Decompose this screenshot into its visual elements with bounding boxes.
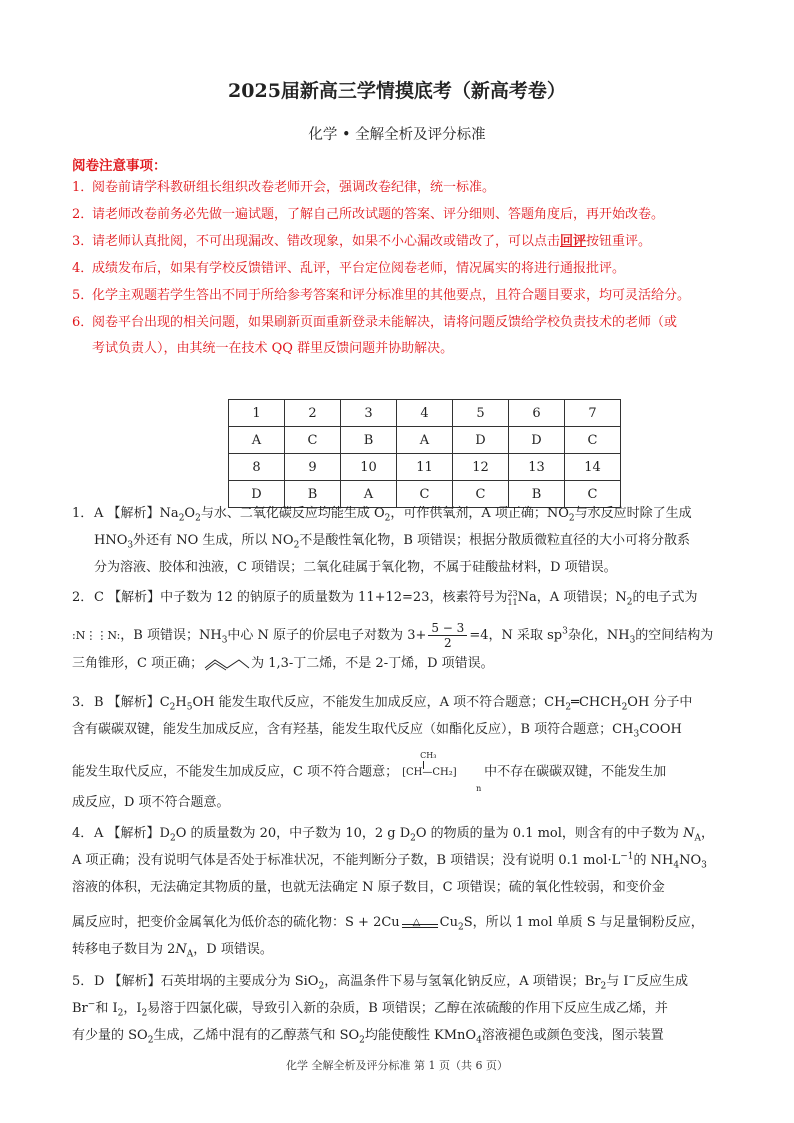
review-link[interactable]: 回评 bbox=[560, 234, 587, 249]
table-cell: 5 bbox=[453, 400, 509, 427]
notice-item-1: 1．阅卷前请学科教研组长组织改卷老师开会，强调改卷纪律，统一标准。 bbox=[72, 180, 496, 195]
question-4: 4．A 【解析】$D_2O$ 的质量数为 20，中子数为 10，2 g $D_2O$ 的物质的量为 0.1 mol，则含有的中子数为 $N_A$， A 项正确；没有说明气体是否处于标准状况，不能判断分子数，B 项错误；没有说明 0.1 $mol\cdot L^{-1}$的 $NH_4NO_3$ 溶液的体积，无法确定其物质的量，也就无法确定 N 原子数目，C 项错误；硫的氧化性较弱，和变价金 属反应时，把变价金属氧化为低价态的硫化物：S + 2Cu △ $Cu_2S$，所以 1 mol 单质 S 与足量铜粉反应， 转移电子数目为 $2N_A$，D 项错误。 bbox=[72, 826, 714, 960]
table-cell: C bbox=[285, 427, 341, 454]
table-cell: C bbox=[565, 481, 621, 508]
table-cell: 9 bbox=[285, 454, 341, 481]
notice-item-2: 2．请老师改卷前务必先做一遍试题，了解自己所改试题的答案、评分细则、答题角度后，再开始改卷。 bbox=[72, 207, 665, 222]
table-cell: C bbox=[565, 427, 621, 454]
answer-row-answers bbox=[229, 427, 621, 454]
table-cell: 3 bbox=[341, 400, 397, 427]
polypropylene-structure: CH₃ [CH—CH₂] n bbox=[402, 751, 482, 793]
question-2: 2．C 【解析】中子数为 12 的钠原子的质量数为 11+12=23，核素符号为 23 11 Na，A 项错误；$N_2$的电子式为 :N⋮⋮N:，B 项错误；$NH_3$中心 N 原子的价层电子对数为 3+ $\frac{5 - 3}{2}$ =4，N 采取 $sp^3$杂化，$NH_3$的空间结构为 三角锥形，C 项正确； 为 1,3-丁二烯，不是 2-丁烯，D 项错误。 bbox=[72, 588, 714, 671]
heating-reaction-arrow: △ bbox=[400, 913, 440, 933]
table-cell: D bbox=[453, 427, 509, 454]
table-cell: C bbox=[453, 481, 509, 508]
table-cell: A bbox=[229, 427, 285, 454]
table-cell: 13 bbox=[509, 454, 565, 481]
butadiene-skeletal-structure bbox=[203, 656, 251, 672]
notice-item-6: 6．阅卷平台出现的相关问题，如果刷新页面重新登录未能解决，请将问题反馈给学校负责技术的老师（或 考试负责人），由其统一在技术 QQ 群里反馈问题并协助解决。 bbox=[72, 315, 678, 356]
notice-item-4: 4．成绩发布后，如果有学校反馈错评、乱评，平台定位阅卷老师，情况属实的将进行通报批评。 bbox=[72, 261, 626, 276]
table-cell: B bbox=[285, 481, 341, 508]
table-cell: 10 bbox=[341, 454, 397, 481]
table-cell: A bbox=[397, 427, 453, 454]
table-cell: A bbox=[341, 481, 397, 508]
table-cell: 2 bbox=[285, 400, 341, 427]
answer-row-numbers bbox=[229, 400, 621, 427]
table-cell: 6 bbox=[509, 400, 565, 427]
notice-item-5: 5．化学主观题若学生答出不同于所给参考答案和评分标准里的其他要点，且符合题目要求，均可灵活给分。 bbox=[72, 288, 691, 303]
answer-table bbox=[228, 399, 621, 508]
table-cell: 4 bbox=[397, 400, 453, 427]
notice-item-3: 3．请老师认真批阅，不可出现漏改、错改现象，如果不小心漏改或错改了，可以点击回评按钮重评。 bbox=[72, 234, 652, 249]
table-cell: B bbox=[341, 427, 397, 454]
table-cell: 14 bbox=[565, 454, 621, 481]
notice-heading: 阅卷注意事项： bbox=[72, 158, 167, 174]
table-cell: 11 bbox=[397, 454, 453, 481]
page-title: 2025届新高三学情摸底考（新高考卷） bbox=[228, 80, 566, 102]
answer-row-numbers bbox=[229, 454, 621, 481]
table-cell: D bbox=[229, 481, 285, 508]
question-5: 5．D 【解析】石英坩埚的主要成分为 SiO$_2$，高温条件下易与氢氧化钠反应，A 项错误；$Br_2$与 I−反应生成 Br−和 $I_2$，$I_2$易溶于四氯化碳，导致引入新的杂质，B 项错误；乙醇在浓硫酸的作用下反应生成乙烯，并 有少量的 $SO_2$生成，乙烯中混有的乙醇蒸气和 $SO_2$均能使酸性 KMnO$_4$溶液褪色或颜色变浅，图示装置 bbox=[72, 972, 689, 1046]
table-cell: D bbox=[509, 427, 565, 454]
table-cell: 12 bbox=[453, 454, 509, 481]
table-cell: 1 bbox=[229, 400, 285, 427]
table-cell: C bbox=[397, 481, 453, 508]
table-cell: B bbox=[509, 481, 565, 508]
page-subtitle: 化学 • 全解全析及评分标准 bbox=[308, 127, 486, 143]
table-cell: 7 bbox=[565, 400, 621, 427]
question-3: 3．B 【解析】$C_2H_5OH$ 能发生取代反应，不能发生加成反应，A 项不符合题意；$CH_2═CHCH_2OH$ 分子中 含有碳碳双键，能发生加成反应，含有羟基，能发生取代反应（如酯化反应），B 项符合题意；$CH_3COOH$ 能发生取代反应，不能发生加成反应，C 项不符合题意； CH₃ [CH—CH₂] n 中不存在碳碳双键，不能发生加 成反应，D 项不符合题意。 bbox=[72, 695, 693, 810]
fraction: $\frac{5 - 3}{2}$ bbox=[428, 621, 467, 650]
page-footer: 化学 全解全析及评分标准 第 1 页（共 6 页） bbox=[286, 1059, 508, 1072]
nuclide-symbol: 23 11 bbox=[507, 588, 518, 607]
table-cell: 8 bbox=[229, 454, 285, 481]
question-1: 1．A 【解析】$Na_2O_2$与水、二氧化碳反应均能生成 $O_2$，可作供氧剂，A 项正确；$NO_2$与水反应时除了生成 $HNO_3$外还有 NO 生成，所以 $NO_2$不是酸性氧化物，B 项错误；根据分散质微粒直径的大小可将分散系 分为溶液、胶体和浊液，C 项错误；二氧化硅属于氧化物，不属于硅酸盐材料，D 项错误。 bbox=[72, 506, 692, 575]
n2-electron-formula: :N⋮⋮N: bbox=[72, 629, 121, 642]
